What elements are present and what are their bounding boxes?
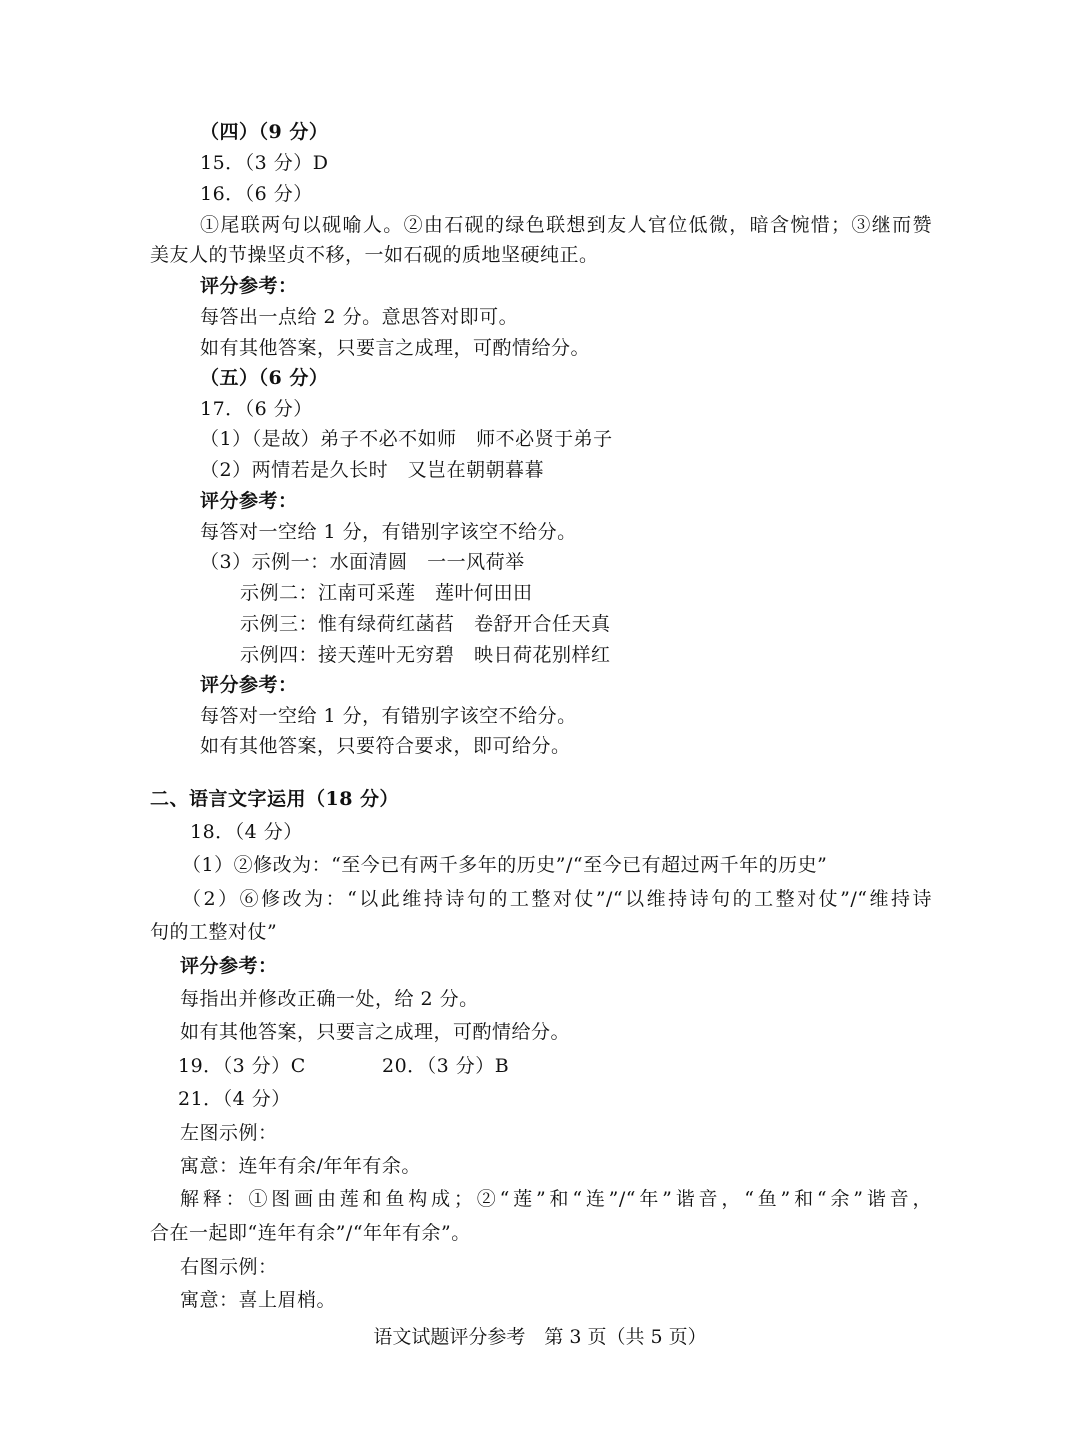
left-figure-explanation-line-1: 解释：①图画由莲和鱼构成；②“莲”和“连”/“年”谐音，“鱼”和“余”谐音， <box>180 1188 932 1210</box>
scoring-ref-text: 如有其他答案，只要言之成理，可酌情给分。 <box>180 1021 571 1043</box>
scoring-ref-label: 评分参考： <box>200 674 298 696</box>
scoring-ref-text: 每答对一空给 1 分，有错别字该空不给分。 <box>200 705 577 727</box>
scoring-ref-text: 每答对一空给 1 分，有错别字该空不给分。 <box>200 521 577 543</box>
q18-answer-2-line-2: 句的工整对仗” <box>150 921 278 943</box>
scoring-ref-text: 每答出一点给 2 分。意思答对即可。 <box>200 306 519 328</box>
scoring-ref-label: 评分参考： <box>180 955 278 977</box>
left-figure-label: 左图示例： <box>180 1122 278 1144</box>
q16-title: 16．（6 分） <box>200 183 313 205</box>
q17-title: 17．（6 分） <box>200 398 313 420</box>
scoring-ref-label: 评分参考： <box>200 490 298 512</box>
q16-answer-line-1: ①尾联两句以砚喻人。②由石砚的绿色联想到友人官位低微，暗含惋惜；③继而赞 <box>200 214 932 236</box>
q17-example-3: 示例三：惟有绿荷红菡萏 卷舒开合任天真 <box>240 613 611 635</box>
scoring-ref-text: 如有其他答案，只要言之成理，可酌情给分。 <box>200 337 591 359</box>
page-footer: 语文试题评分参考 第 3 页（共 5 页） <box>373 1326 707 1348</box>
q19-answer: 19．（3 分）C <box>178 1055 306 1077</box>
q18-answer-2-line-1: （2）⑥修改为：“以此维持诗句的工整对仗”/“以维持诗句的工整对仗”/“维持诗 <box>182 888 932 910</box>
section-4-heading: （四）（9 分） <box>200 121 329 143</box>
left-figure-explanation-line-2: 合在一起即“连年有余”/“年年有余”。 <box>150 1222 471 1244</box>
q17-answer-2: （2）两情若是久长时 又岂在朝朝暮暮 <box>200 459 545 481</box>
right-figure-label: 右图示例： <box>180 1256 278 1278</box>
q21-title: 21．（4 分） <box>178 1088 291 1110</box>
q17-example-1: （3）示例一：水面清圆 一一风荷举 <box>200 551 525 573</box>
q18-title: 18．（4 分） <box>190 821 303 843</box>
q17-answer-1: （1）（是故）弟子不必不如师 师不必贤于弟子 <box>200 428 613 450</box>
q17-example-4: 示例四：接天莲叶无穷碧 映日荷花别样红 <box>240 644 611 666</box>
q17-example-2: 示例二：江南可采莲 莲叶何田田 <box>240 582 533 604</box>
left-figure-meaning: 寓意：连年有余/年年有余。 <box>180 1155 421 1177</box>
scoring-ref-text: 如有其他答案，只要符合要求，即可给分。 <box>200 735 571 757</box>
scoring-ref-label: 评分参考： <box>200 275 298 297</box>
scoring-ref-text: 每指出并修改正确一处，给 2 分。 <box>180 988 479 1010</box>
q15-answer: 15．（3 分）D <box>200 152 329 174</box>
part-2-heading: 二、语言文字运用（18 分） <box>150 788 400 810</box>
q18-answer-1: （1）②修改为：“至今已有两千多年的历史”/“至今已有超过两千年的历史” <box>182 854 828 876</box>
q20-answer: 20．（3 分）B <box>382 1055 510 1077</box>
q16-answer-line-2: 美友人的节操坚贞不移，一如石砚的质地坚硬纯正。 <box>150 244 599 266</box>
right-figure-meaning: 寓意：喜上眉梢。 <box>180 1289 337 1311</box>
section-5-heading: （五）（6 分） <box>200 367 329 389</box>
